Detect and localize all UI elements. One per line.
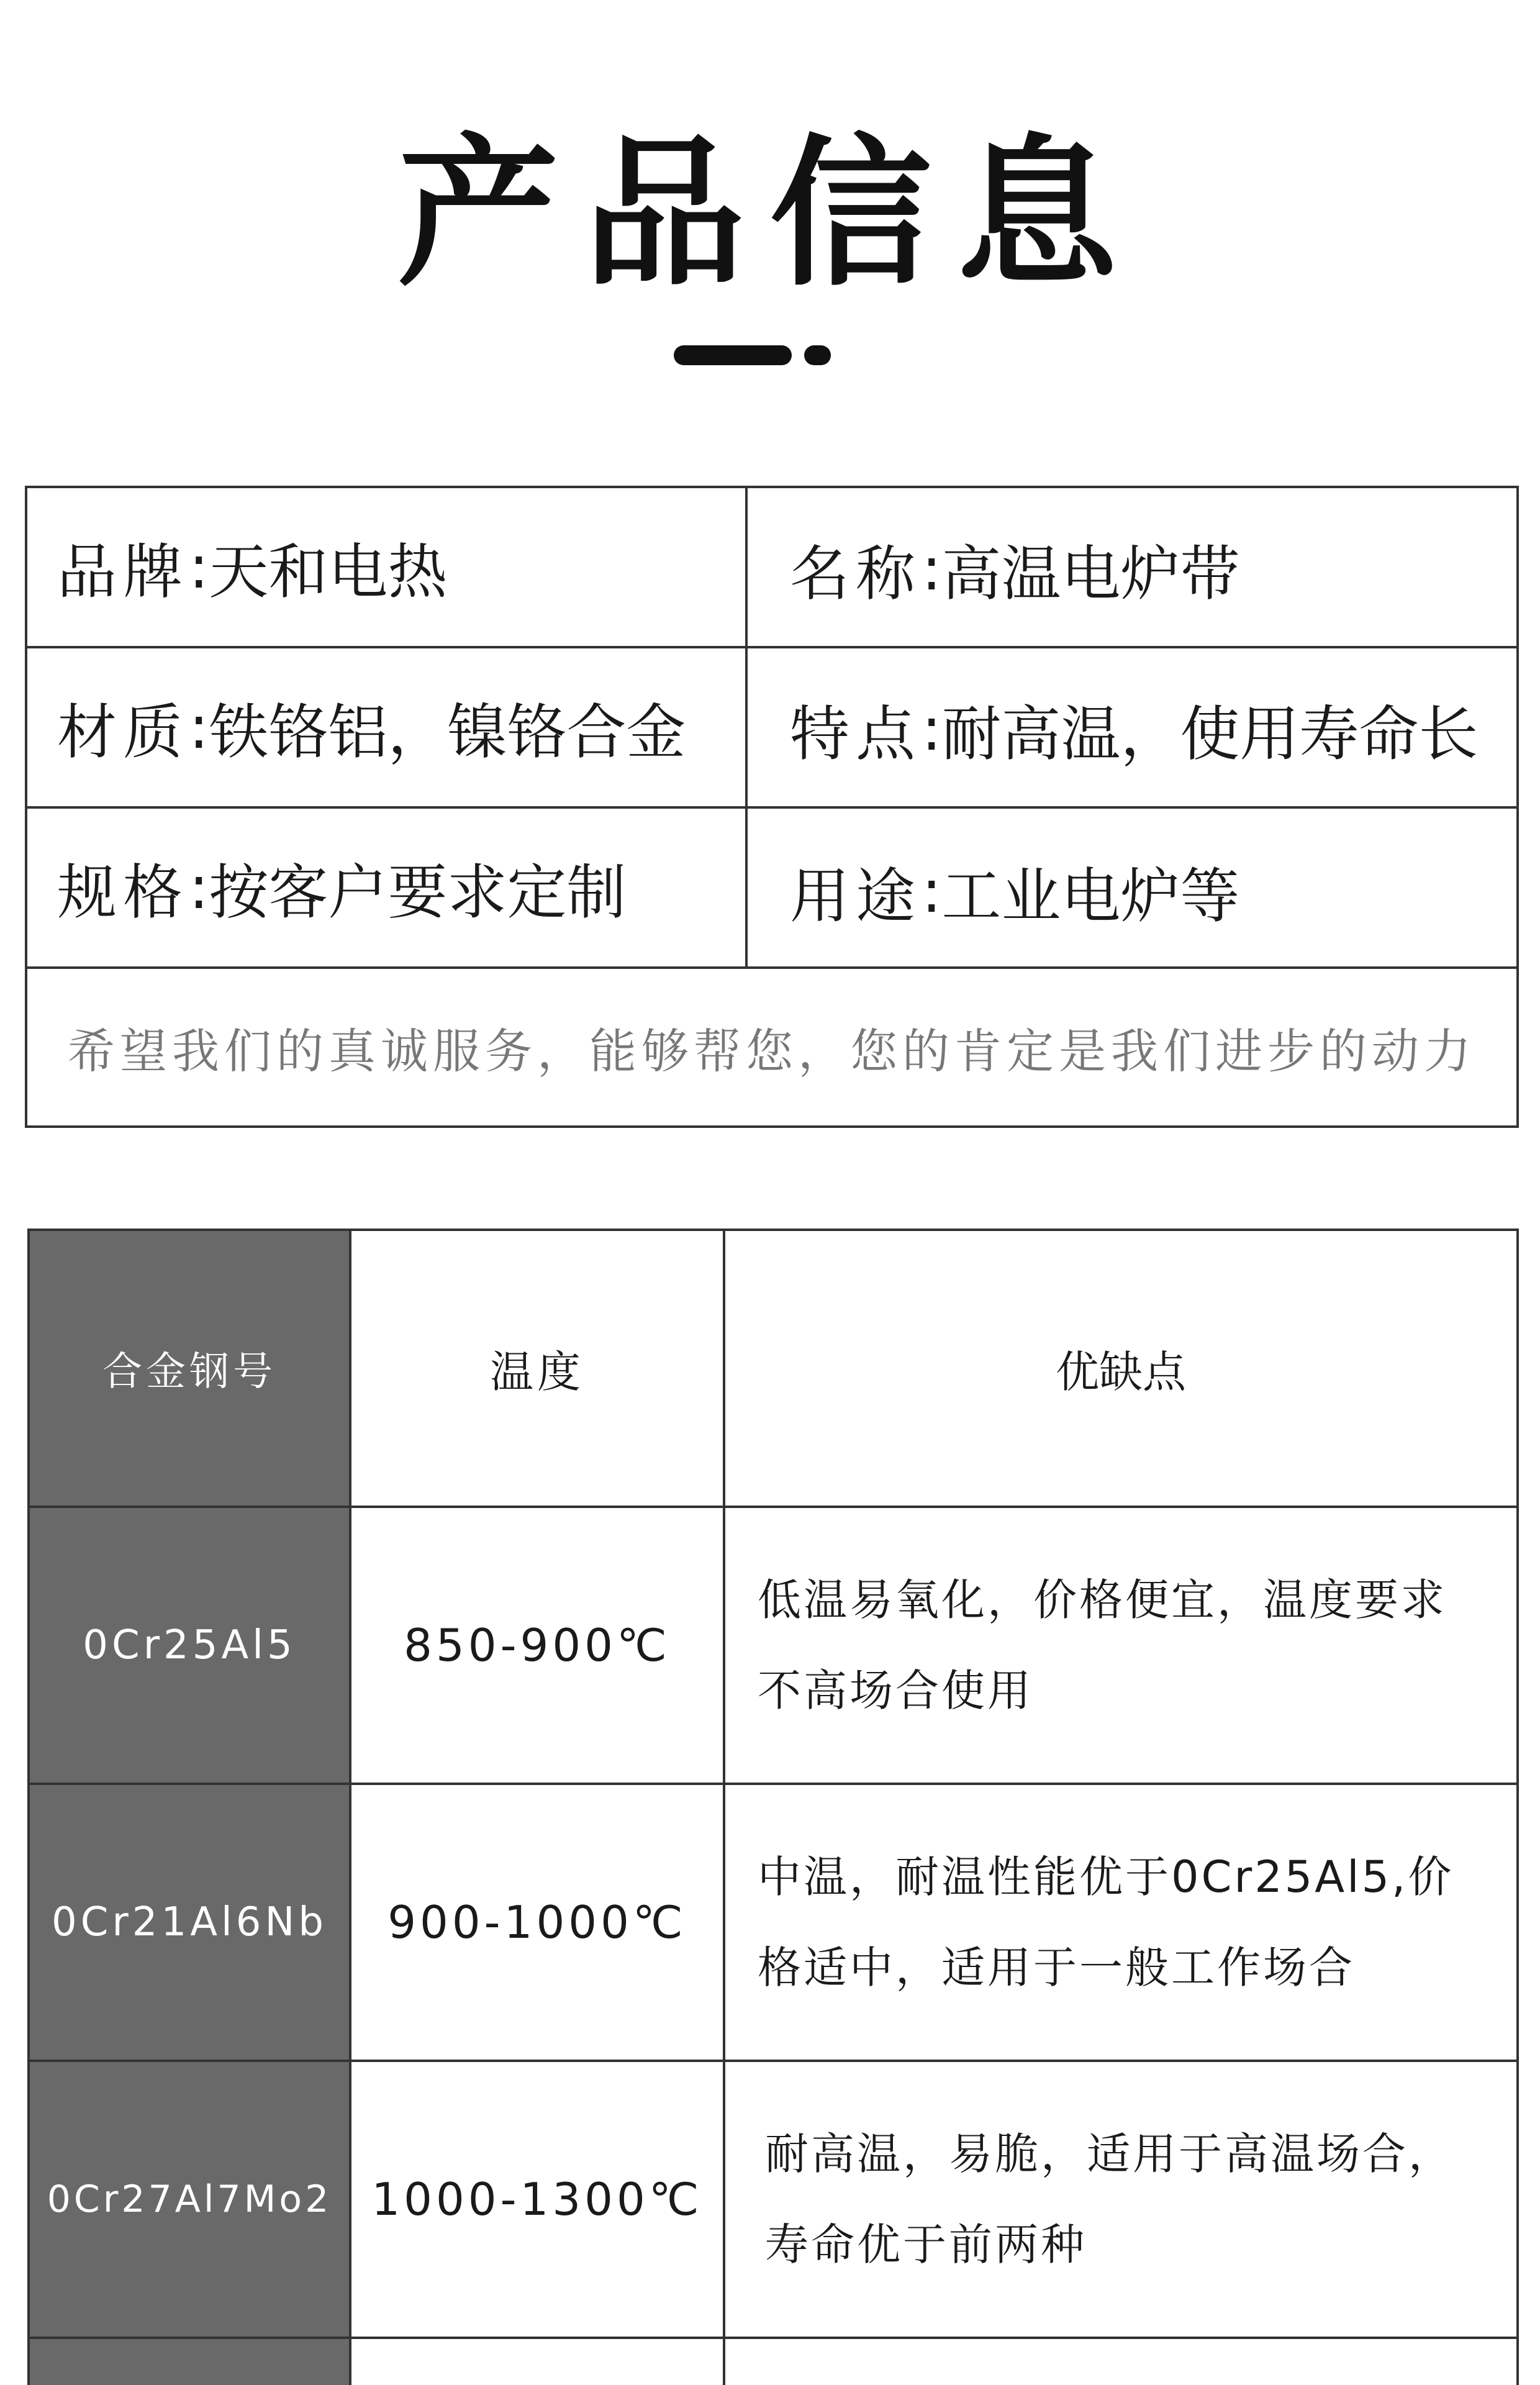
title-dash-long xyxy=(674,345,792,365)
alloy-notes-line: 不高场合使用 xyxy=(758,1665,1033,1716)
table-row-partial xyxy=(30,2339,1516,2385)
info-key: 材质 xyxy=(57,697,189,767)
alloy-temperature: 850-900℃ xyxy=(351,1508,725,1783)
info-cell-brand xyxy=(27,488,748,646)
alloy-grade: 0Cr21Al6Nb xyxy=(30,1785,351,2060)
title-dash-short xyxy=(804,345,831,365)
alloy-notes-line: 中温，耐温性能优于0Cr25Al5,价 xyxy=(758,1851,1454,1902)
alloy-notes xyxy=(725,1508,1516,1783)
alloy-comparison-table xyxy=(27,1229,1519,2385)
page-title: 产品信息 xyxy=(397,120,1143,308)
info-row-brand xyxy=(27,488,1516,648)
alloy-notes xyxy=(725,1785,1516,2060)
info-separator: : xyxy=(189,693,209,762)
table-row xyxy=(30,1785,1516,2062)
product-info-table xyxy=(25,486,1519,1128)
info-cell-material xyxy=(27,648,748,806)
info-key: 品牌 xyxy=(57,537,189,607)
info-row-material xyxy=(27,648,1516,809)
alloy-temperature xyxy=(351,2339,725,2385)
alloy-notes-line: 格适中，适用于一般工作场合 xyxy=(758,1942,1355,1993)
alloy-notes-line: 低温易氧化，价格便宜，温度要求 xyxy=(758,1574,1447,1625)
alloy-grade: 0Cr25Al5 xyxy=(30,1508,351,1783)
info-separator: : xyxy=(189,532,209,602)
alloy-temperature: 900-1000℃ xyxy=(351,1785,725,2060)
info-separator: : xyxy=(922,534,942,604)
alloy-notes-line: 耐高温，易脆，适用于高温场合， xyxy=(765,2128,1454,2179)
alloy-notes xyxy=(725,2062,1516,2337)
table-row xyxy=(30,1508,1516,1785)
info-value: 高温电炉带 xyxy=(941,538,1240,609)
info-key: 名称 xyxy=(790,538,922,609)
info-key: 规格 xyxy=(57,857,189,927)
alloy-header-row xyxy=(30,1231,1516,1508)
info-cell-feature xyxy=(748,648,1516,806)
info-cell-usage xyxy=(748,809,1516,966)
table-row xyxy=(30,2062,1516,2339)
info-key: 用途 xyxy=(790,861,922,931)
alloy-notes-line: 寿命优于前两种 xyxy=(765,2219,1087,2270)
info-cell-name xyxy=(748,488,1516,646)
info-separator: : xyxy=(922,856,942,926)
header-pros-cons: 优缺点 xyxy=(1056,1346,1186,1397)
alloy-grade xyxy=(30,2339,351,2385)
alloy-notes xyxy=(725,2339,1516,2385)
info-cell-spec xyxy=(27,809,748,966)
info-key: 特点 xyxy=(790,699,922,769)
header-temperature: 温度 xyxy=(351,1231,725,1506)
info-value: 耐高温，使用寿命长 xyxy=(941,699,1479,769)
alloy-temperature: 1000-1300℃ xyxy=(351,2062,725,2337)
info-separator: : xyxy=(922,694,942,764)
info-value: 铁铬铝，镍铬合金 xyxy=(209,697,686,767)
alloy-grade: 0Cr27Al7Mo2 xyxy=(30,2062,351,2337)
info-value: 天和电热 xyxy=(209,537,448,607)
info-value: 工业电炉等 xyxy=(941,861,1240,931)
header-grade: 合金钢号 xyxy=(30,1231,351,1506)
info-separator: : xyxy=(189,853,209,922)
info-row-spec xyxy=(27,809,1516,969)
info-slogan: 希望我们的真诚服务，能够帮您，您的肯定是我们进步的动力 xyxy=(68,1023,1476,1079)
info-value: 按客户要求定制 xyxy=(209,857,627,927)
